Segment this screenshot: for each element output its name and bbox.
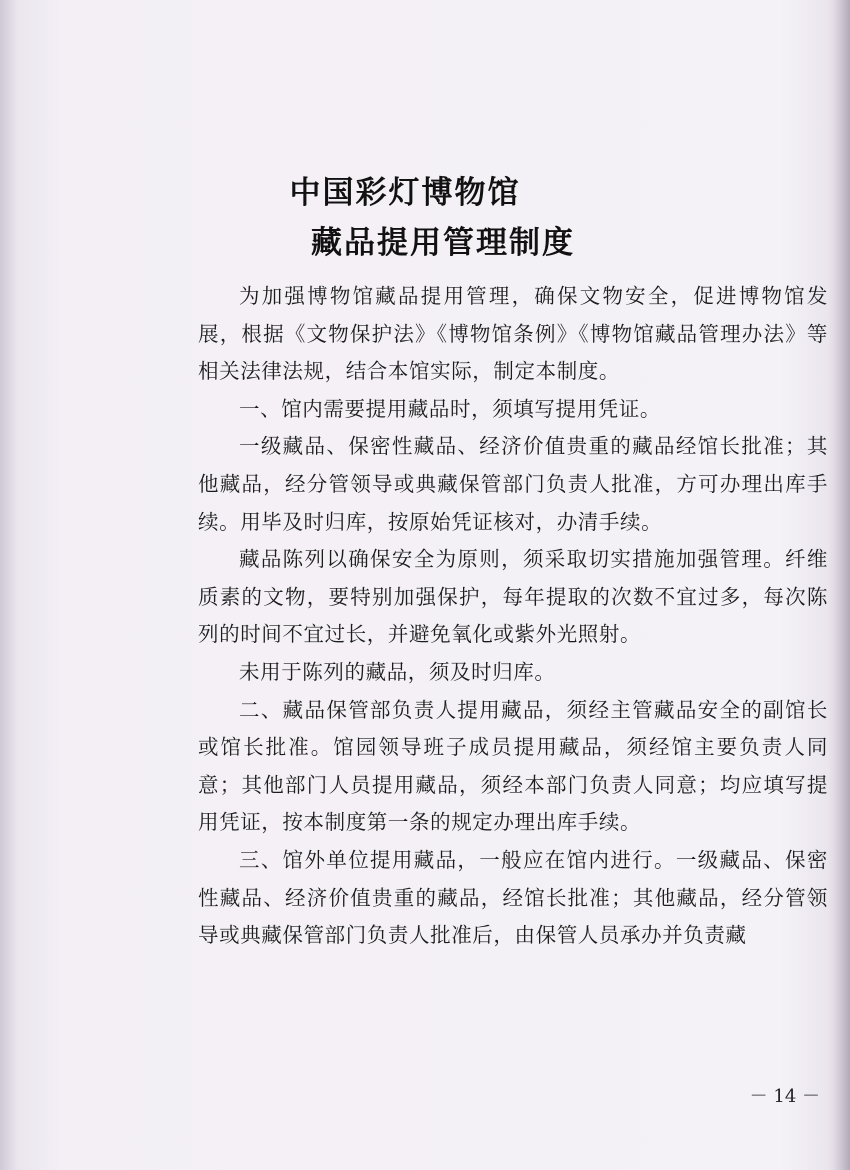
paragraph: 藏品陈列以确保安全为原则，须采取切实措施加强管理。纤维质素的文物，要特别加强保护，每年提取的次数不宜过多，每次陈列的时间不宜过长，并避免氧化或紫外光照射。 <box>198 547 828 647</box>
document-body <box>198 278 828 955</box>
document-title <box>0 168 850 268</box>
paragraph: 一级藏品、保密性藏品、经济价值贵重的藏品经馆长批准；其他藏品，经分管领导或典藏保管部门负责人批准，方可办理出库手续。用毕及时归库，按原始凭证核对，办清手续。 <box>198 434 828 534</box>
paragraph: 一、馆内需要提用藏品时，须填写提用凭证。 <box>239 396 661 421</box>
page-number: － 14 － <box>749 1086 820 1107</box>
paragraph: 三、馆外单位提用藏品，一般应在馆内进行。一级藏品、保密性藏品、经济价值贵重的藏品，经馆长批准；其他藏品，经分管领导或典藏保管部门负责人批准后，由保管人员承办并负责藏 <box>198 847 828 948</box>
paragraph: 二、藏品保管部负责人提用藏品，须经主管藏品安全的副馆长或馆长批准。馆园领导班子成员提用藏品，须经馆主要负责人同意；其他部门人员提用藏品，须经本部门负责人同意；均应填写提用凭证，按本制度第一条的规定办理出库手续。 <box>198 697 828 835</box>
title-line-2: 藏品提用管理制度 <box>311 225 575 261</box>
title-line-1: 中国彩灯博物馆 <box>289 175 521 211</box>
page-edge-shadow <box>828 0 850 1170</box>
paragraph: 未用于陈列的藏品，须及时归库。 <box>239 659 556 684</box>
paragraph: 为加强博物馆藏品提用管理，确保文物安全，促进博物馆发展，根据《文物保护法》《博物馆条例》《博物馆藏品管理办法》等相关法律法规，结合本馆实际，制定本制度。 <box>198 284 828 384</box>
bleed-through-text <box>190 140 210 169</box>
